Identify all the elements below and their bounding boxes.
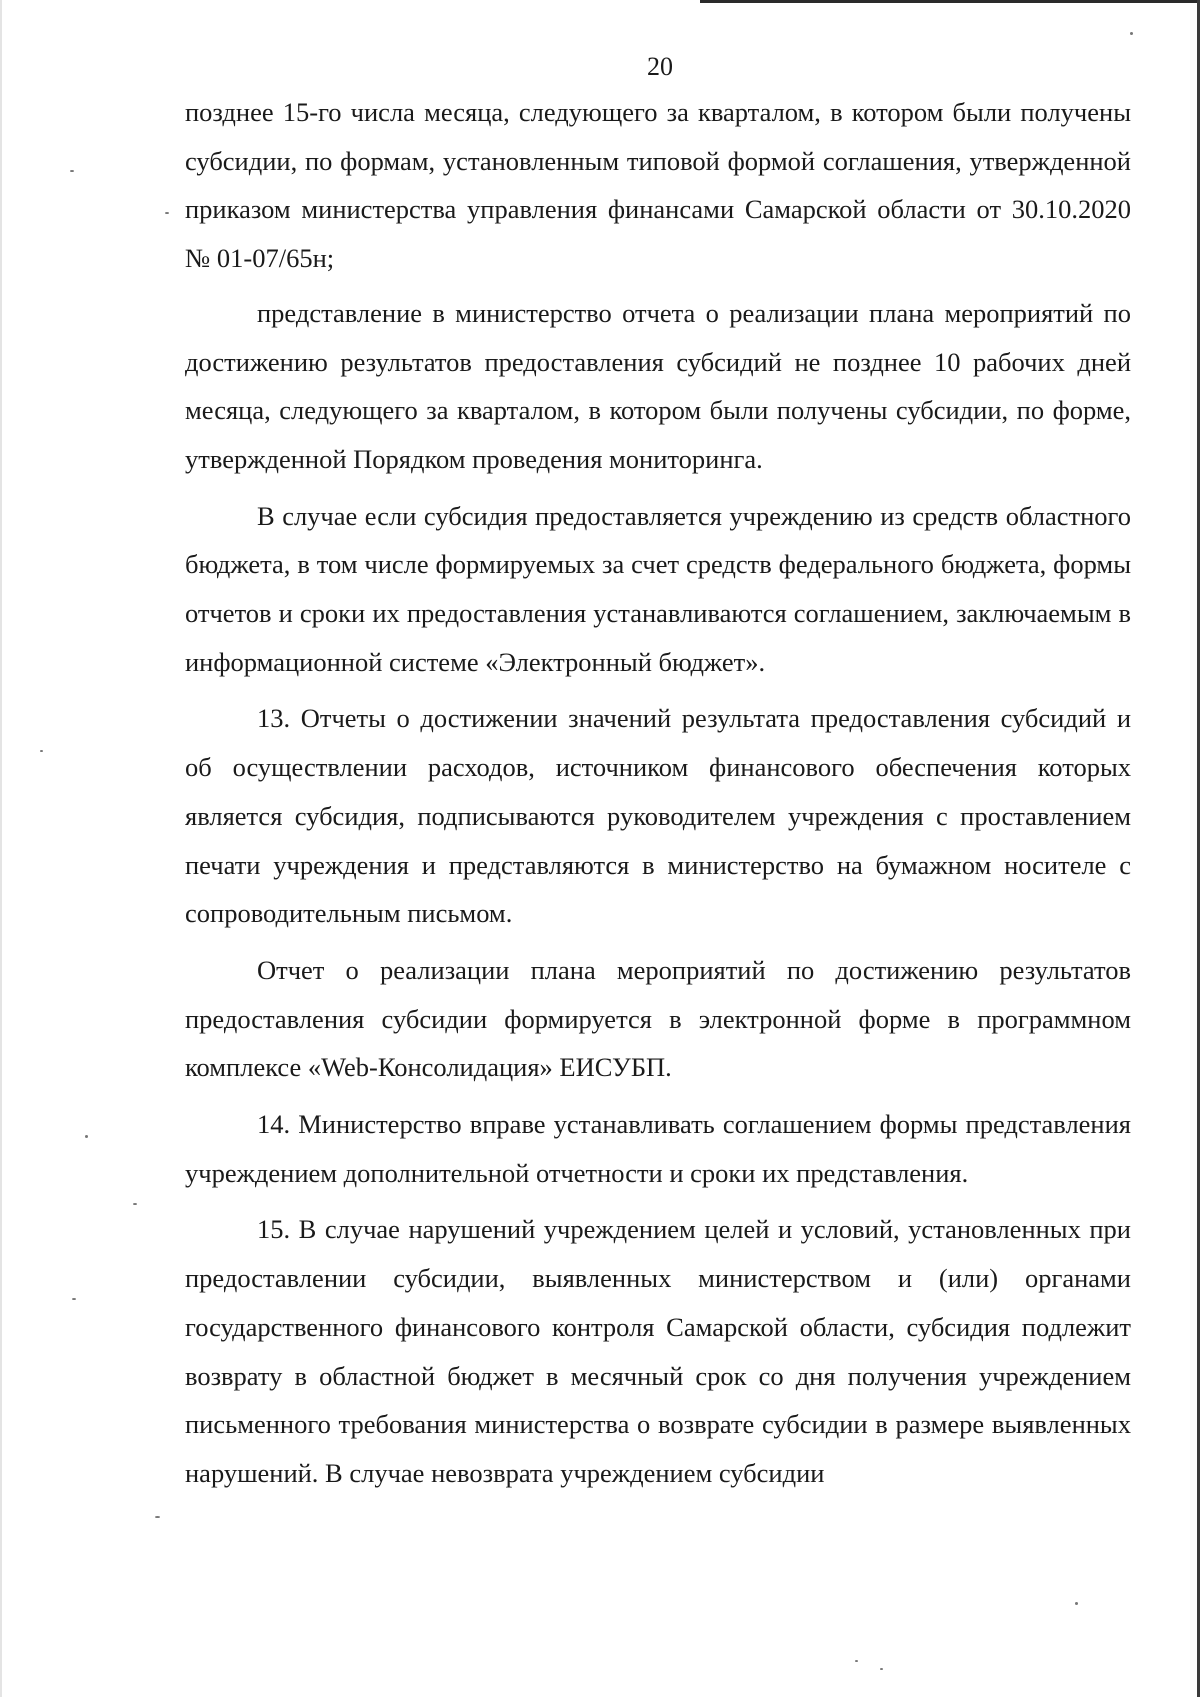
paragraph-item-15: 15. В случае нарушений учреждением целей и условий, установленных при предоставлении субсидии, выявленных министерством и (или) органами государственного финансового контроля Самарской области, субсидия подлежит возврату в областной бюджет в месячный срок со дня получения учреждением письменного требования министерства о возврате субсидии в размере выявленных нарушений. В случае невозврата учреждением субсидии (185, 1214, 1131, 1488)
document-body (185, 88, 1131, 1498)
scan-left-edge (0, 0, 2, 1697)
scan-speck (880, 1668, 883, 1670)
scan-speck (40, 750, 43, 752)
scan-speck (165, 212, 169, 214)
scan-speck (72, 1298, 76, 1300)
scan-speck (855, 1660, 858, 1662)
paragraph-web-consolidation: Отчет о реализации плана мероприятий по достижению результатов предоставления субсидии формируется в электронной форме в программном комплексе «Web-Консолидация» ЕИСУБП. (185, 954, 1131, 1083)
paragraph-federal-budget-case: В случае если субсидия предоставляется учреждению из средств областного бюджета, в том числе формируемых за счет средств федерального бюджета, формы отчетов и сроки их предоставления устанавливаются соглашением, заключаемым в информационной системе «Электронный бюджет». (185, 500, 1131, 677)
paragraph-item-14: 14. Министерство вправе устанавливать соглашением формы представления учреждением дополнительной отчетности и сроки их представления. (185, 1109, 1131, 1188)
scan-speck (1130, 32, 1133, 35)
scan-top-edge-line (700, 0, 1200, 3)
scan-speck (155, 1516, 160, 1518)
scan-speck (1075, 1602, 1078, 1605)
paragraph-deadline-reports: позднее 15-го числа месяца, следующего за кварталом, в котором были получены субсидии, по формам, установленным типовой формой соглашения, утвержденной приказом министерства управления финансами Самарской области от 30.10.2020 № 01-07/65н; (185, 97, 1131, 274)
paragraph-item-13: 13. Отчеты о достижении значений результата предоставления субсидий и об осуществлении расходов, источником финансового обеспечения которых является субсидия, подписываются руководителем учреждения с проставлением печати учреждения и представляются в министерство на бумажном носителе с сопроводительным письмом. (185, 703, 1131, 929)
scan-speck (133, 1203, 137, 1205)
page-number: 20 (647, 52, 673, 81)
paragraph-plan-report: представление в министерство отчета о реализации плана мероприятий по достижению результатов предоставления субсидий не позднее 10 рабочих дней месяца, следующего за кварталом, в котором были получены субсидии, по форме, утвержденной Порядком проведения мониторинга. (185, 297, 1131, 474)
scan-speck (70, 170, 74, 172)
scan-speck (85, 1135, 88, 1138)
